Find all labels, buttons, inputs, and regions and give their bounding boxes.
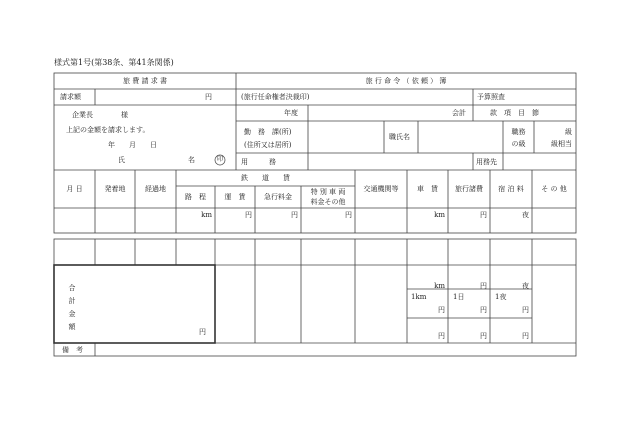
unit-fare-yen: 円 [245, 211, 252, 219]
rate-per-night: 1夜 [495, 293, 507, 301]
totals-misc-yen: 円 [480, 282, 487, 290]
unit-lodging-night: 夜 [522, 211, 529, 219]
claim-title: 旅 費 請 求 書 [123, 77, 167, 85]
order-title: 旅 行 命 令 （ 依 頼 ） 簿 [365, 77, 447, 85]
order-account: 会計 [452, 109, 466, 117]
col-distance: 路 程 [185, 193, 206, 201]
order-budget-check: 予算照査 [477, 93, 505, 101]
order-office-sub: (住所又は居所) [244, 141, 292, 149]
totals-label: 合 計 金 額 [68, 284, 76, 331]
claim-amount-yen: 円 [205, 93, 212, 101]
col-date: 月 日 [66, 185, 83, 193]
order-job-title-name: 職氏名 [389, 133, 410, 141]
totals-car-km: km [434, 282, 445, 290]
order-rank-2: の級 [511, 140, 526, 148]
order-rank-1: 職務 [511, 128, 526, 136]
col-fare: 運 賃 [224, 193, 246, 201]
col-other: そ の 他 [541, 185, 567, 193]
order-grade-2: 級相当 [551, 140, 572, 148]
col-transport: 交通機関等 [363, 185, 399, 193]
unit-special-yen: 円 [345, 211, 352, 219]
rate-per-km: 1km [411, 293, 427, 301]
order-grade-1: 級 [565, 128, 572, 136]
order-office-label: 勤 務 課(所) [244, 128, 292, 136]
totals-amount-yen: 円 [199, 328, 206, 336]
unit-distance-km: km [201, 211, 212, 219]
rate-night-yen: 円 [522, 306, 529, 314]
form-caption: 様式第1号(第38条、第41条関係) [54, 58, 174, 67]
rate-day-yen: 円 [480, 306, 487, 314]
remarks-label: 備 考 [62, 346, 83, 354]
col-lodging: 宿 泊 料 [498, 185, 524, 193]
col-car: 車 賃 [417, 185, 438, 193]
order-approver: (旅行任命権者決裁印) [241, 93, 310, 101]
claim-seal-mark: 印 [217, 156, 224, 163]
unit-car-km: km [434, 211, 445, 219]
col-special-2: 料金その他 [310, 198, 346, 206]
col-special-1: 特 別 車 両 [310, 188, 346, 196]
order-purpose: 用 務 [241, 158, 276, 166]
col-via: 経過地 [145, 185, 166, 193]
rail-group-header: 鉄 道 賃 [241, 174, 290, 182]
claim-date-line: 年 月 日 [108, 141, 157, 149]
claim-statement: 上記の金額を請求します。 [66, 126, 150, 134]
order-destination: 用務先 [476, 158, 497, 166]
claim-amount-label: 請求額 [60, 93, 81, 101]
rate-km-yen: 円 [438, 306, 445, 314]
rate-per-day: 1日 [453, 293, 465, 301]
totals-lodging-night: 夜 [522, 282, 529, 290]
claim-name-label: 氏 名 [118, 156, 195, 164]
col-express: 急行料金 [264, 193, 292, 201]
sum-lodging-yen: 円 [522, 332, 529, 340]
claim-addressee: 企業長 様 [72, 111, 128, 119]
sum-car-yen: 円 [438, 332, 445, 340]
order-fiscal-year: 年度 [284, 109, 298, 117]
unit-misc-yen: 円 [480, 211, 487, 219]
sum-misc-yen: 円 [480, 332, 487, 340]
unit-express-yen: 円 [291, 211, 298, 219]
col-departure: 発着地 [104, 185, 126, 193]
order-budget-item: 款 項 目 節 [490, 109, 539, 117]
col-misc: 旅行諸費 [455, 185, 483, 193]
